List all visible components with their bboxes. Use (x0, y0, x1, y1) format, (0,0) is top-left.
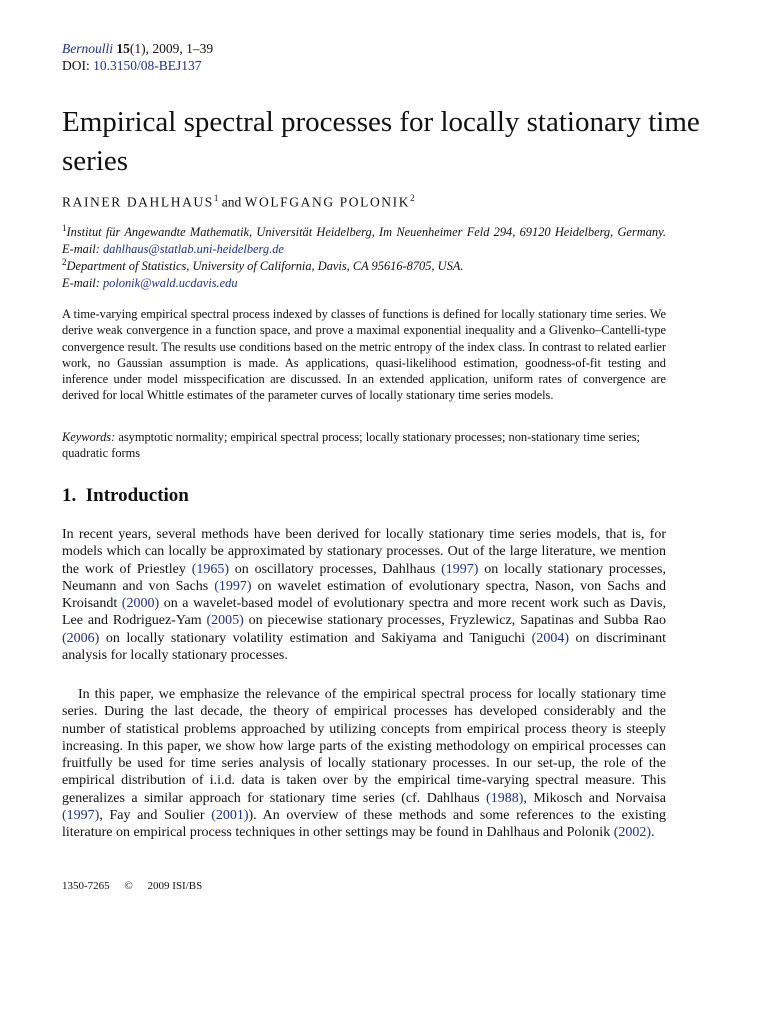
paragraph-text: on discriminant analysis for locally stationary processes. (62, 630, 666, 664)
author-1-mark: 1 (213, 193, 219, 203)
paragraph-text: In recent years, several methods have been derived for locally stationary time series models, that is, for models which can locally be approximated by stationary processes. Out of the large literature, we mention the work of Priestley (62, 527, 666, 577)
citation-link[interactable]: (1997) (62, 808, 100, 824)
paragraph-text: , Mikosch and Norvaisa (523, 790, 666, 806)
journal-issue: (1), 2009, 1–39 (129, 41, 214, 56)
section-title: Introduction (85, 485, 189, 506)
paper-title: Empirical spectral processes for locally stationary time series (62, 106, 700, 177)
author-2: WOLFGANG POLONIK (244, 194, 411, 210)
footer-year-org: 2009 ISI/BS (147, 880, 203, 892)
author-2-mark: 2 (410, 193, 415, 203)
author-1: RAINER DAHLHAUS (62, 194, 214, 210)
journal-volume: 15 (116, 41, 130, 56)
citation-link[interactable]: (2005) (206, 613, 244, 629)
doi-link[interactable]: 10.3150/08-BEJ137 (93, 58, 202, 73)
citation-link[interactable]: (1965) (191, 561, 230, 577)
paragraph-text: , Fay and Soulier (99, 808, 212, 824)
paragraph-text: on oscillatory processes, Dahlhaus (229, 561, 442, 577)
footer-issn: 1350-7265 (62, 880, 110, 892)
citation-link[interactable]: (1988) (486, 790, 524, 806)
affiliation-2-mark: 2 (62, 257, 67, 267)
affiliation-2-text: Department of Statistics, University of California, Davis, CA 95616-8705, USA. (66, 259, 464, 274)
paragraph-text: In this paper, we emphasize the relevance of the empirical spectral process for locally stationary time series. During the last decade, the theory of empirical processes has developed considerably and the number of statistical problems approached by utilizing concepts from empirical process theory is steeply increasing. In this paper, we show how large parts of the existing methodology on empirical processes can fruitfully be used for time series analysis of locally stationary processes. In our set-up, the role of the empirical distribution of i.i.d. data is taken over by the empirical time-varying spectral measure. This generalizes a similar approach for stationary time series (cf. Dahlhaus (62, 687, 666, 806)
citation-link[interactable]: (2002) (613, 825, 652, 841)
intro-paragraph-1 (62, 526, 666, 664)
journal-link[interactable]: Bernoulli (62, 41, 113, 56)
abstract: A time-varying empirical spectral process indexed by classes of functions is defined for locally stationary time series. We derive weak convergence in a function space, and prove a maximal exponential inequality and a Glivenko–Cantelli-type convergence result. The results use conditions based on the metric entropy of the index class. In contrast to related earlier work, no Gaussian assumption is made. As applications, quasi-likelihood estimation, goodness-of-fit testing and inference under model misspecification are discussed. In an extended application, uniform rates of convergence are derived for local Whittle estimates of the parameter curves of locally stationary time series models. (62, 307, 666, 403)
paragraph-text: ). An overview of these methods and some references to the existing literature on empirical process techniques in other settings may be found in Dahlhaus and Polonik (62, 808, 666, 841)
citation-link[interactable]: (2001) (211, 808, 249, 824)
email-link-dahlhaus[interactable]: dahlhaus@statlab.uni-heidelberg.de (102, 242, 284, 257)
author-and: and (218, 194, 245, 210)
keywords (62, 429, 666, 462)
footer (62, 880, 214, 892)
citation-link[interactable]: (1997) (214, 578, 252, 594)
intro-paragraph-2 (62, 686, 666, 842)
journal-citation (62, 40, 213, 57)
paragraph-text: on locally stationary volatility estimation and Sakiyama and Taniguchi (99, 630, 532, 646)
citation-link[interactable]: (2000) (121, 596, 160, 612)
citation-link[interactable]: (1997) (441, 561, 479, 577)
section-number: 1. (62, 485, 77, 506)
citation-link[interactable]: (2004) (531, 630, 569, 646)
paragraph-text: on piecewise stationary processes, Fryzlewicz, Sapatinas and Subba Rao (243, 613, 666, 629)
section-heading (62, 485, 189, 507)
keywords-text: asymptotic normality; empirical spectral process; locally stationary processes; non-stationary time series; quadratic forms (62, 430, 640, 461)
keywords-label: Keywords: (62, 430, 116, 444)
affiliation-2-email-label: E-mail: (62, 276, 103, 291)
doi-line (62, 57, 202, 74)
citation-link[interactable]: (2006) (62, 630, 100, 646)
doi-label: DOI: (62, 58, 94, 73)
email-link-polonik[interactable]: polonik@wald.ucdavis.edu (102, 276, 238, 291)
affiliation-2 (62, 254, 666, 292)
footer-copyright: © (124, 880, 133, 892)
affiliation-1 (62, 220, 666, 258)
affiliation-1-text: Institut für Angewandte Mathematik, Universität Heidelberg, Im Neuenheimer Feld 294, 69120 Heidelberg, Germany. E-mail: (62, 225, 666, 257)
author-list (62, 193, 415, 211)
affiliation-1-mark: 1 (62, 223, 67, 233)
paragraph-text: on wavelet estimation of evolutionary spectra, Nason, von Sachs and Kroisandt (62, 578, 666, 612)
paragraph-text: on a wavelet-based model of evolutionary spectra and more recent work such as Davis, Lee and Rodriguez-Yam (62, 596, 666, 629)
paragraph-text: on locally stationary processes, Neumann and von Sachs (62, 561, 667, 594)
paragraph-text: . (651, 825, 655, 841)
